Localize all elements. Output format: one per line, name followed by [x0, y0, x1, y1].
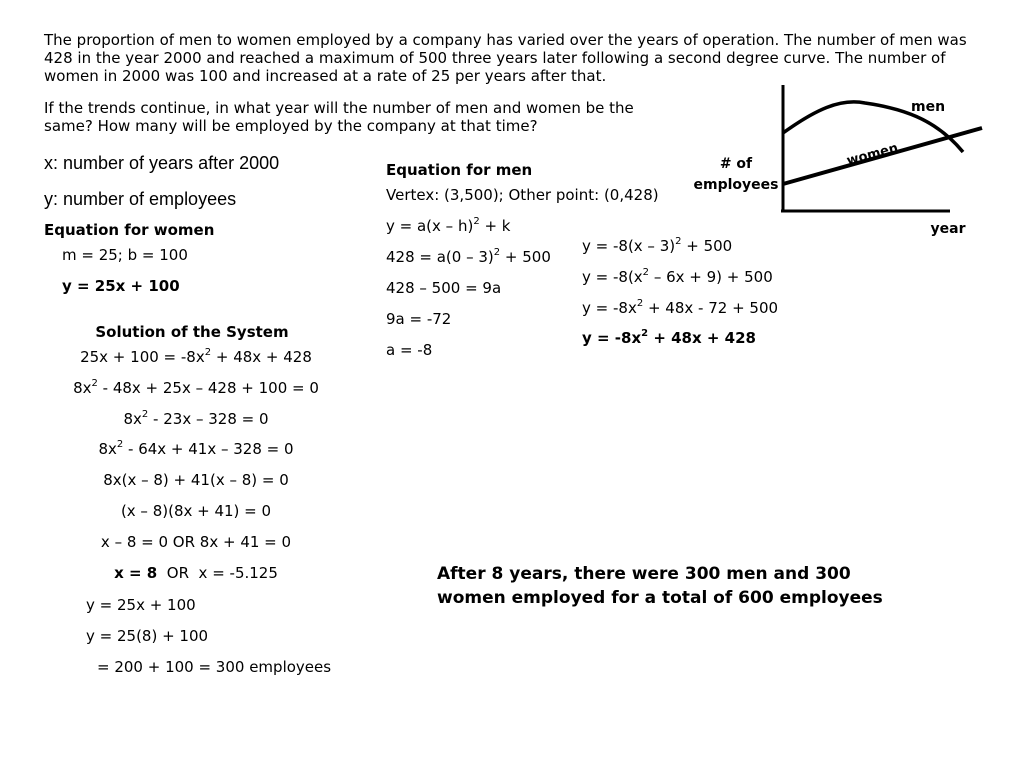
- solution-step: $8x^2 - 64x + 41x - 328 = 0$: [98, 439, 294, 458]
- conclusion-line-1: After 8 years, there were 300 men and 300: [437, 564, 851, 584]
- y-axis-label-line-2: employees: [693, 177, 779, 193]
- solution-step: $25x + 100 = -8x^2 + 48x + 428$: [80, 347, 312, 366]
- substitution-result: = 200 + 100 = 300 employees: [97, 658, 332, 676]
- women-label: women: [845, 140, 900, 169]
- men-step: y = a(x – h)$^2$ + k: [386, 216, 511, 235]
- men-expand-step: $y = -8(x^2 - 6x + 9) + 500$: [582, 267, 773, 286]
- solution-step: (x – 8)(8x + 41) = 0: [120, 502, 272, 520]
- root-other: x = -5.125: [198, 564, 278, 582]
- solution-step: 8x(x – 8) + 41(x – 8) = 0: [103, 471, 289, 489]
- men-equation-heading: Equation for men: [386, 161, 533, 179]
- root-or: OR: [166, 564, 189, 582]
- men-step: 428 = a(0 – 3)$^2$ + 500: [386, 247, 551, 266]
- men-step: 428 – 500 = 9a: [386, 279, 502, 297]
- solution-heading: Solution of the System: [95, 323, 289, 341]
- men-step: a = -8: [386, 341, 433, 359]
- sketch-graph: [690, 80, 990, 250]
- substitution-step: y = 25(8) + 100: [86, 627, 209, 645]
- problem-statement: The proportion of men to women employed by a company has varied over the years of operation. The number of men was 428 in the year 2000 and reached a maximum of 500 three years later following a second degree curve. The number of women in 2000 was 100 and increased at a rate of 25 per years after that.: [44, 31, 967, 85]
- men-expand-step: $y = -8x^2 + 48x - 72 + 500$: [582, 298, 779, 317]
- root-main: x = 8: [114, 564, 158, 582]
- women-params: m = 25; b = 100: [62, 246, 188, 264]
- x-axis-label: year: [930, 221, 966, 237]
- men-expand-step: y = -8(x – 3)$^2$ + 500: [582, 236, 733, 255]
- y-axis-label-line-1: # of: [719, 156, 753, 172]
- women-equation-heading: Equation for women: [44, 221, 215, 239]
- women-equation: y = 25x + 100: [62, 277, 180, 295]
- men-step: 9a = -72: [386, 310, 452, 328]
- solution-step: x – 8 = 0 OR 8x + 41 = 0: [100, 533, 292, 551]
- men-label: men: [911, 99, 946, 115]
- solution-roots: [56, 564, 336, 582]
- substitution-step: y = 25x + 100: [86, 596, 196, 614]
- men-points: Vertex: (3,500); Other point: (0,428): [386, 186, 659, 204]
- conclusion-line-2: women employed for a total of 600 employees: [437, 588, 883, 608]
- solution-step: $8x^2 - 48x + 25x - 428 + 100 = 0$: [73, 378, 319, 397]
- y-definition: y: number of employees: [44, 189, 237, 209]
- men-final-equation: $y = -8x^2 + 48x + 428$: [582, 328, 756, 347]
- problem-question: If the trends continue, in what year will the number of men and women be the same? How many will be employed by the company at that time?: [44, 99, 634, 135]
- solution-step: $8x^2 - 23x - 328 = 0$: [123, 409, 269, 428]
- x-definition: x: number of years after 2000: [44, 153, 280, 173]
